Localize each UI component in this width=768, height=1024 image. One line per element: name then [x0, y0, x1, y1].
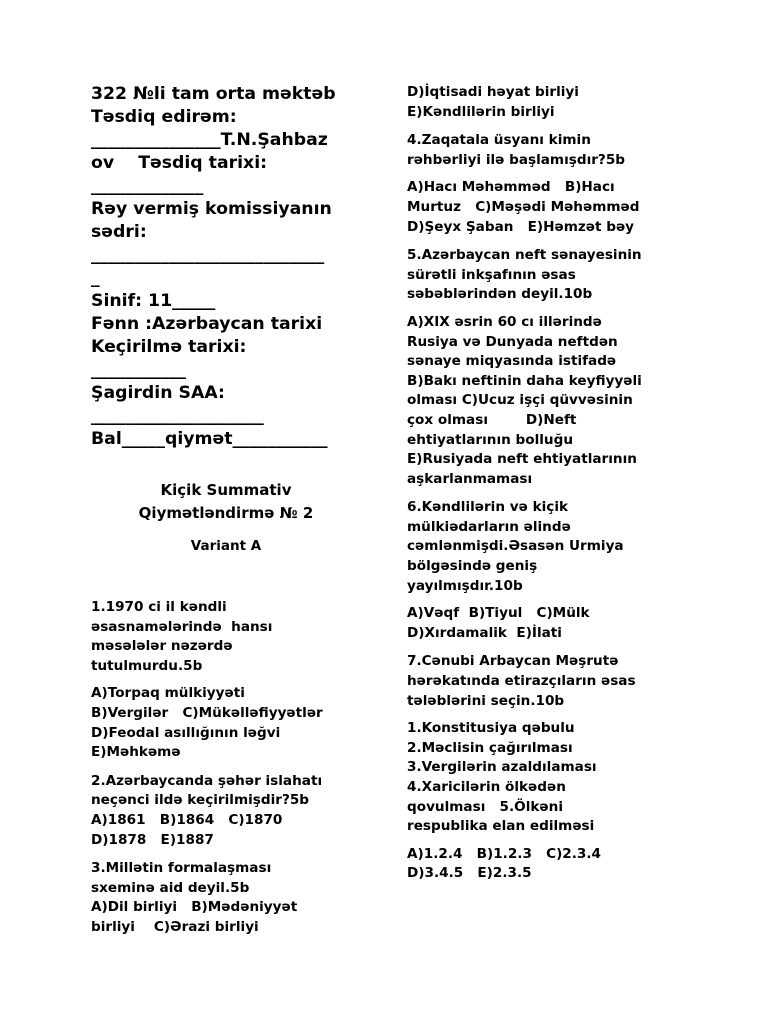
question-text: 7.Cənubi Arbaycan Məşrutə — [407, 653, 619, 670]
answer-options: E)Rusiyada neft ehtiyatlarının — [407, 451, 637, 468]
question-text: məsələlər nəzərdə — [91, 638, 233, 655]
subject-field: Fənn :Azərbaycan tarixi — [91, 314, 323, 334]
title-line-1: Kiçik Summativ — [160, 481, 292, 499]
answer-options: çox olması D)Neft — [407, 411, 577, 428]
question-text: neçənci ildə keçirilmişdir?5b — [91, 792, 310, 809]
student-line: ____________________ — [91, 406, 264, 426]
answer-options: A)1861 B)1864 C)1870 — [91, 811, 283, 828]
answer-options: A)Vəqf B)Tiyul C)Mülk — [407, 605, 590, 622]
answer-options: birliyi C)Ərazi birliyi — [91, 918, 259, 935]
exam-date-label: Keçirilmə tarixi: — [91, 337, 247, 357]
answer-options: B)Vergilər C)Mükəlləfiyyətlər — [91, 704, 323, 721]
list-item: respublika elan edilməsi — [407, 818, 595, 835]
answer-options: ehtiyatlarının bolluğu — [407, 431, 574, 448]
approver-line-cont: ov Təsdiq tarixi: — [91, 153, 268, 173]
test-title — [91, 479, 361, 558]
answer-options: D)Xırdamalik E)İlati — [407, 624, 562, 641]
question-text: əsasnamələrində hansı — [91, 618, 273, 635]
answer-options: A)Dil birliyi B)Mədəniyyət — [91, 899, 298, 916]
document-header — [91, 83, 361, 451]
approver-line: _______________T.N.Şahbaz — [91, 130, 328, 150]
commission-label-cont: sədri: — [91, 222, 147, 242]
student-label: Şagirdin SAA: — [91, 383, 225, 403]
answer-options: B)Bakı neftinin daha keyfiyyəli — [407, 372, 642, 389]
school-name: 322 №li tam orta məktəb — [91, 84, 336, 104]
question-text: 6.Kəndlilərin və kiçik — [407, 499, 569, 516]
questions-left — [91, 598, 361, 938]
answer-options: Murtuz C)Məşədi Məhəmməd — [407, 198, 640, 215]
question-text: 5.Azərbaycan neft sənayesinin — [407, 247, 642, 264]
question-text: hərəkatında etirazçıların əsas — [407, 673, 636, 690]
list-item: 2.Məclisin çağırılması — [407, 739, 573, 756]
question-text: yayılmışdır.10b — [407, 577, 523, 594]
answer-options: A)1.2.4 B)1.2.3 C)2.3.4 — [407, 845, 602, 862]
exam-date-line: ___________ — [91, 360, 187, 380]
answer-options: D)3.4.5 E)2.3.5 — [407, 865, 532, 882]
question-text: sxeminə aid deyil.5b — [91, 879, 250, 896]
question-2 — [91, 772, 361, 850]
question-text: sürətli inkşafının əsas — [407, 266, 576, 283]
answer-options: olması C)Ucuz işçi qüvvəsinin — [407, 392, 633, 409]
list-item: 1.Konstitusiya qəbulu — [407, 720, 575, 737]
question-7 — [407, 652, 687, 884]
question-text: tələblərini seçin.10b — [407, 692, 565, 709]
answer-options: D)1878 E)1887 — [91, 831, 214, 848]
question-text: cəmlənmişdi.Əsasən Urmiya — [407, 538, 624, 555]
score-field: Bal_____qiymət___________ — [91, 429, 328, 449]
list-item: 4.Xaricilərin ölkədən — [407, 779, 566, 795]
approval-label: Təsdiq edirəm: — [91, 107, 237, 127]
list-item: qovulması 5.Ölkəni — [407, 798, 563, 815]
title-line-2: Qiymətləndirmə № 2 — [138, 504, 314, 522]
question-text: tutulmurdu.5b — [91, 657, 203, 674]
question-4 — [407, 131, 687, 237]
answer-options: sənaye miqyasında istifadə — [407, 353, 617, 370]
question-text: mülkiədarların əlində — [407, 518, 571, 535]
commission-label: Rəy vermiş komissiyanın — [91, 199, 332, 219]
answer-options: E)Kəndlilərin birliyi — [407, 103, 555, 120]
question-1 — [91, 598, 361, 763]
commission-line-cont: _ — [91, 268, 100, 288]
variant-label: Variant A — [190, 538, 262, 554]
answer-options: aşkarlanmaması — [407, 470, 533, 487]
answer-options: D)İqtisadi həyat birliyi — [407, 84, 579, 100]
list-item: 3.Vergilərin azaldılaması — [407, 759, 597, 776]
question-3 — [91, 859, 361, 937]
answer-options: D)Şeyx Şaban E)Həmzət bəy — [407, 218, 635, 235]
question-3-cont — [407, 83, 687, 122]
question-6 — [407, 498, 687, 643]
class-field: Sinif: 11_____ — [91, 291, 216, 311]
answer-options: D)Feodal asıllığının ləğvi — [91, 724, 281, 741]
question-text: 3.Millətin formalaşması — [91, 860, 272, 877]
question-5 — [407, 246, 687, 489]
answer-options: A)XIX əsrin 60 cı illərində — [407, 313, 602, 330]
question-text: səbəblərindən deyil.10b — [407, 286, 593, 303]
question-text: 1.1970 ci il kəndli — [91, 599, 227, 615]
commission-line: ___________________________ — [91, 245, 325, 265]
questions-right — [407, 83, 687, 884]
answer-options: Rusiya və Dunyada neftdən — [407, 333, 618, 350]
left-column — [91, 83, 361, 938]
question-text: rəhbərliyi ilə başlamışdır?5b — [407, 151, 626, 168]
answer-options: E)Məhkəmə — [91, 744, 181, 761]
question-text: 2.Azərbaycanda şəhər islahatı — [91, 772, 323, 789]
question-text: bölgəsində geniş — [407, 558, 538, 575]
answer-options: A)Torpaq mülkiyyəti — [91, 685, 245, 702]
approval-date-line: _____________ — [91, 176, 204, 196]
question-text: 4.Zaqatala üsyanı kimin — [407, 132, 591, 149]
answer-options: A)Hacı Məhəmməd B)Hacı — [407, 179, 615, 196]
right-column — [407, 83, 687, 884]
